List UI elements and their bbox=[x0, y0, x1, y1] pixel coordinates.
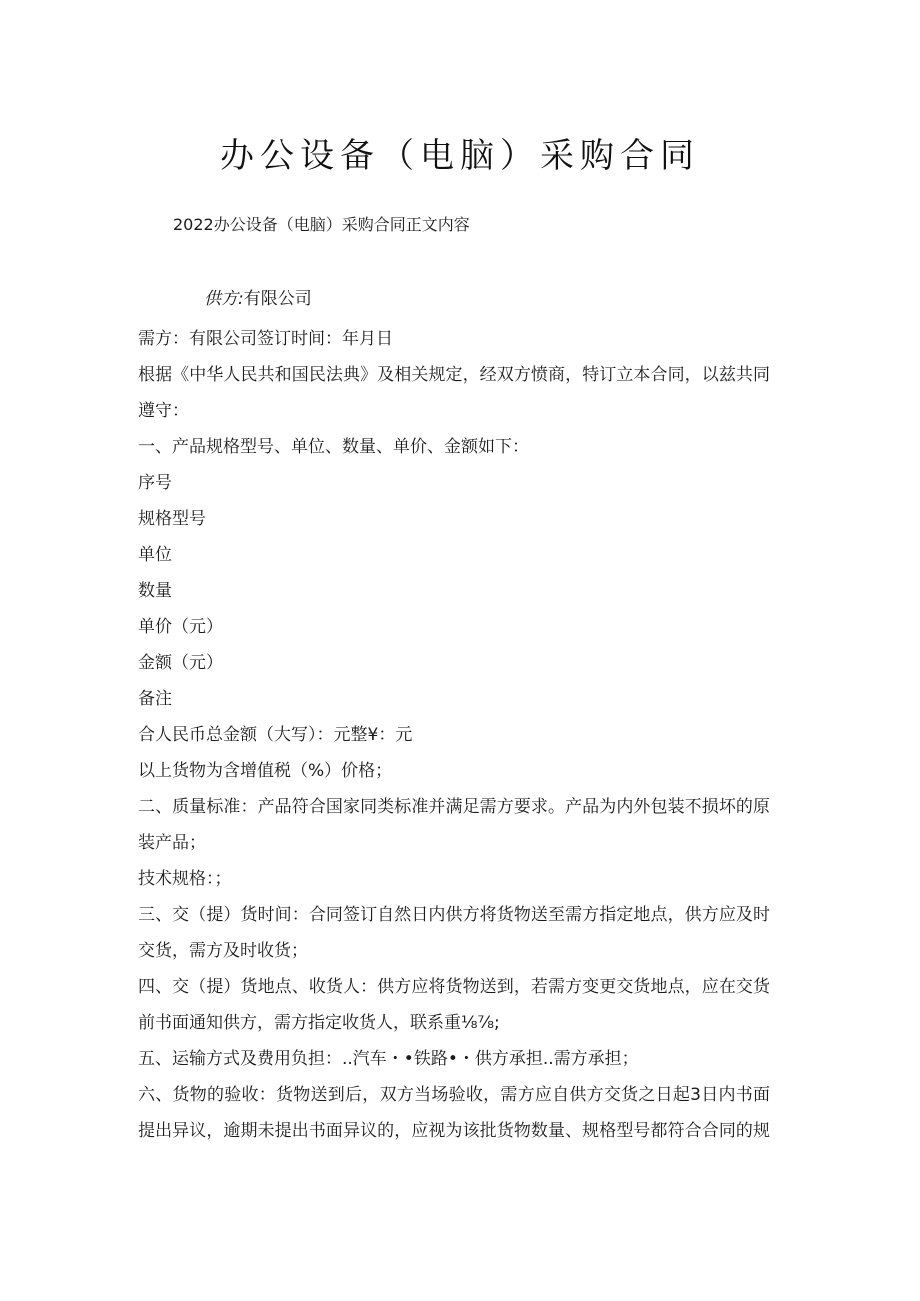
section-3-line-2: 交货，需方及时收货； bbox=[138, 941, 308, 961]
section-6-line-2: 提出异议，逾期未提出书面异议的，应视为该批货物数量、规格型号都符合合同的规 bbox=[138, 1121, 770, 1141]
preamble-line-1: 根据《中华人民共和国民法典》及相关规定，经双方愤商，特订立本合同，以兹共同 bbox=[138, 365, 770, 385]
field-remarks: 备注 bbox=[138, 689, 172, 709]
field-amount: 金额（元） bbox=[138, 653, 223, 673]
field-spec-model: 规格型号 bbox=[138, 509, 206, 529]
section-4-line-2: 前书面通知供方，需方指定收货人，联系重⅛⅞; bbox=[138, 1013, 500, 1033]
buyer-line: 需方：有限公司签订时间：年月日 bbox=[138, 329, 393, 349]
field-unit-price: 单价（元） bbox=[138, 617, 223, 637]
section-5-line: 五、运输方式及费用负担：..汽车・•铁路•・供方承担..需方承担； bbox=[138, 1049, 639, 1069]
supplier-value: 有限公司 bbox=[243, 289, 312, 309]
section-3-line-1: 三、交（提）货时间：合同签订自然日内供方将货物送至需方指定地点，供方应及时 bbox=[138, 905, 770, 925]
document-title: 办公设备（电脑）采购合同 bbox=[220, 136, 700, 176]
supplier-line bbox=[204, 284, 312, 309]
section-6-line-1: 六、货物的验收：货物送到后，双方当场验收，需方应自供方交货之日起3日内书面 bbox=[138, 1085, 770, 1105]
tax-note-line: 以上货物为含增值税（%）价格； bbox=[138, 761, 393, 781]
total-amount-line: 合人民币总金额（大写）：元整¥：元 bbox=[138, 725, 413, 745]
preamble-line-2: 遵守： bbox=[138, 401, 189, 421]
supplier-label: 供方: bbox=[204, 289, 244, 309]
field-quantity: 数量 bbox=[138, 581, 172, 601]
field-serial-number: 序号 bbox=[138, 473, 172, 493]
field-unit: 单位 bbox=[138, 545, 172, 565]
section-2-line-1: 二、质量标准：产品符合国家同类标准并满足需方要求。产品为内外包装不损坏的原 bbox=[138, 797, 770, 817]
section-1-heading: 一、产品规格型号、单位、数量、单价、金额如下： bbox=[138, 437, 529, 457]
tech-spec-line: 技术规格：； bbox=[138, 869, 232, 889]
contract-body bbox=[138, 321, 770, 1149]
document-subtitle: 2022办公设备（电脑）采购合同正文内容 bbox=[173, 215, 470, 234]
section-2-line-2: 装产品； bbox=[138, 833, 206, 853]
section-4-line-1: 四、交（提）货地点、收货人：供方应将货物送到，若需方变更交货地点，应在交货 bbox=[138, 977, 770, 997]
